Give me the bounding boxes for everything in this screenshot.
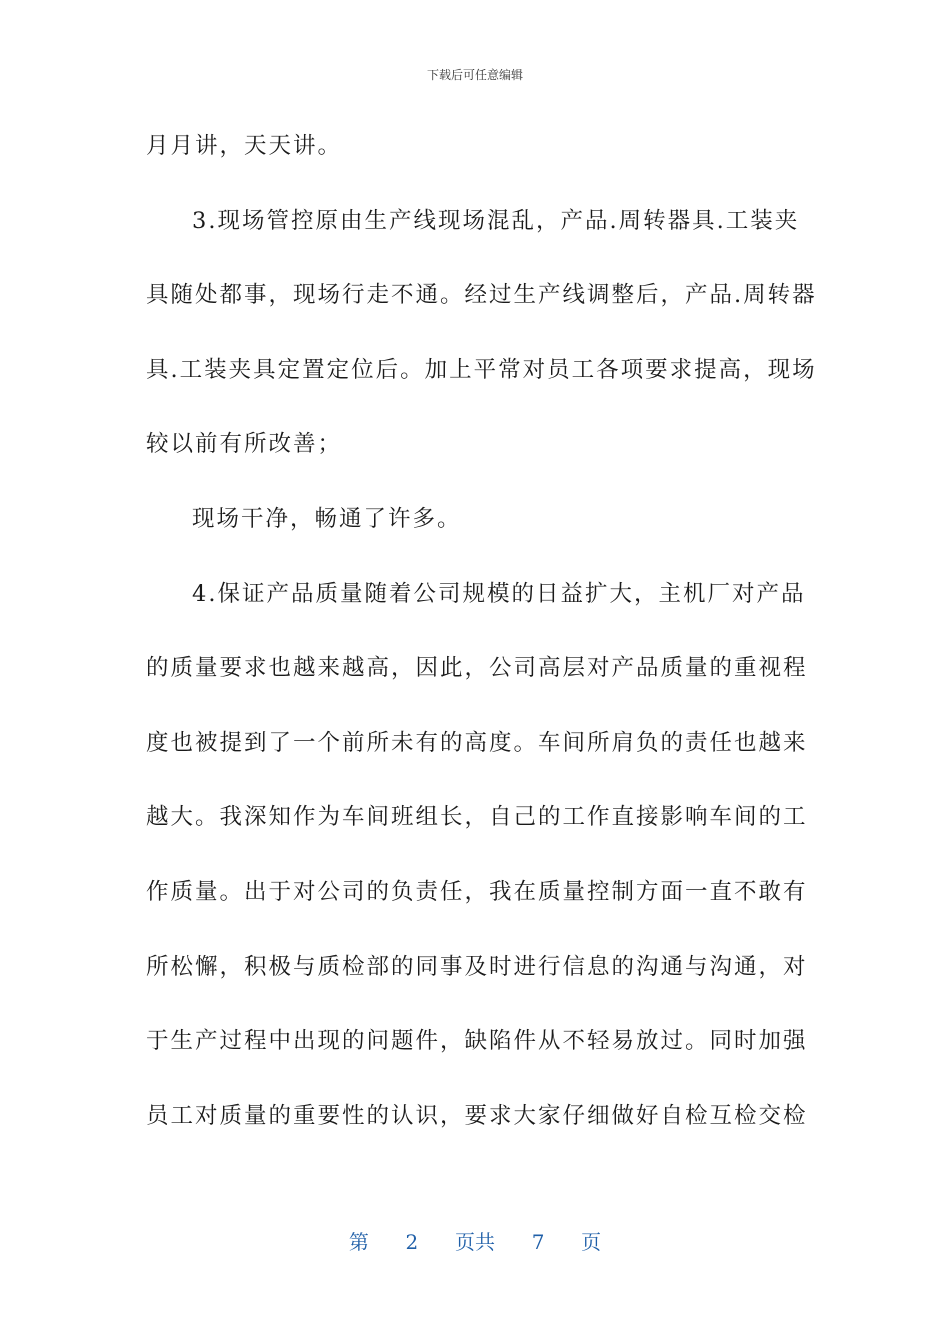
page-suffix: 页 — [581, 1230, 602, 1254]
document-body — [146, 126, 817, 1170]
text-line: 现场干净，畅通了许多。 — [192, 505, 462, 532]
text-line: 作质量。出于对公司的负责任，我在质量控制方面一直不敢有 — [146, 878, 808, 905]
text-line: 所松懈，积极与质检部的同事及时进行信息的沟通与沟通，对 — [146, 953, 808, 980]
text-line: 员工对质量的重要性的认识，要求大家仔细做好自检互检交检 — [146, 1102, 808, 1129]
text-line: 3.现场管控原由生产线现场混乱，产品.周转器具.工装夹 — [192, 207, 800, 234]
text-line: 较以前有所改善； — [146, 431, 343, 458]
page-number — [0, 1226, 950, 1255]
current-page: 2 — [405, 1230, 419, 1254]
text-line: 度也被提到了一个前所未有的高度。车间所肩负的责任也越来 — [146, 729, 808, 756]
text-line: 的质量要求也越来越高，因此，公司高层对产品质量的重视程 — [146, 655, 808, 682]
page-header: 下载后可任意编辑 — [426, 68, 523, 82]
text-line: 于生产过程中出现的问题件，缺陷件从不轻易放过。同时加强 — [146, 1028, 808, 1055]
page-middle: 页共 — [455, 1230, 495, 1254]
page-prefix: 第 — [348, 1230, 369, 1254]
text-line: 4.保证产品质量随着公司规模的日益扩大，主机厂对产品 — [192, 580, 806, 607]
text-line: 具.工装夹具定置定位后。加上平常对员工各项要求提高，现场 — [146, 356, 817, 383]
total-pages: 7 — [531, 1230, 545, 1254]
text-line: 月月讲，天天讲。 — [146, 133, 343, 159]
text-line: 越大。我深知作为车间班组长，自己的工作直接影响车间的工 — [146, 804, 808, 831]
text-line: 具随处都事，现场行走不通。经过生产线调整后，产品.周转器 — [146, 282, 817, 309]
